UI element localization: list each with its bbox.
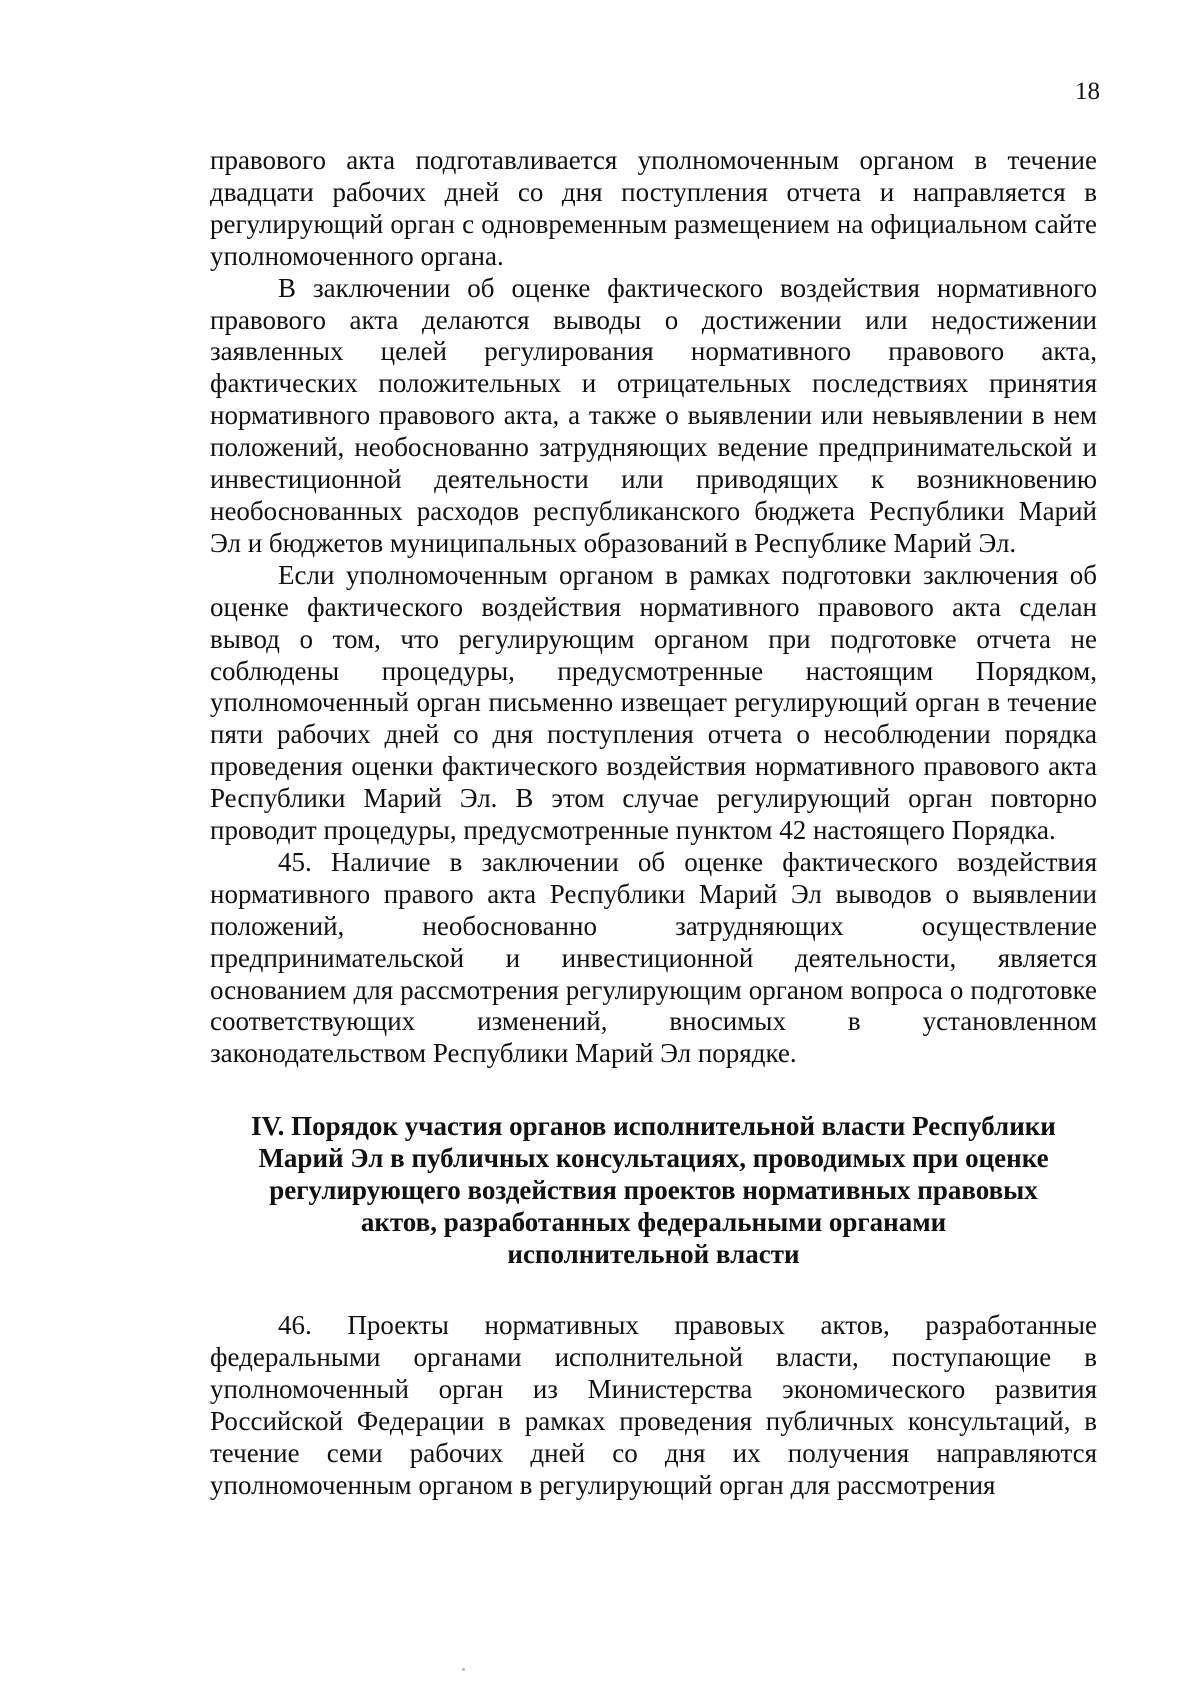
scan-artifact [462, 1668, 465, 1671]
paragraph-procedure-violation: Если уполномоченным органом в рамках подготовки заключения об оценке фактического воздействия нормативного правового акта сделан вывод о том, что регулирующим органом при подготовке отчета не соблюдены процедуры, предусмотренные настоящим Порядком, уполномоченный орган письменно извещает регулирующий орган в течение пяти рабочих дней со дня поступления отчета о несоблюдении порядка проведения оценки фактического воздействия нормативного правового акта Республики Марий Эл. В этом случае регулирующий орган повторно проводит процедуры, предусмотренные пунктом 42 настоящего Порядка. [210, 559, 1097, 846]
paragraph-continuation: правового акта подготавливается уполномоченным органом в течение двадцати рабочих дней со дня поступления отчета и направляется в регулирующий орган с одновременным размещением на официальном сайте уполномоченного органа. [210, 145, 1097, 271]
section-heading-line: регулирующего воздействия проектов нормативных правовых [269, 1175, 1038, 1206]
paragraph-conclusion-findings: В заключении об оценке фактического воздействия нормативного правового акта делаются выводы о достижении или недостижении заявленных целей регулирования нормативного правового акта, фактических положительных и отрицательных последствиях принятия нормативного правового акта, а также о выявлении или невыявлении в нем положений, необоснованно затрудняющих ведение предпринимательской и инвестиционной деятельности или приводящих к возникновению необоснованных расходов республиканского бюджета Республики Марий Эл и бюджетов муниципальных образований в Республике Марий Эл. [210, 272, 1097, 558]
section-heading-line: IV. Порядок участия органов исполнительной власти Республики [251, 1111, 1056, 1142]
section-heading-line: актов, разработанных федеральными органами [360, 1207, 947, 1238]
paragraph-item-45: 45. Наличие в заключении об оценке фактического воздействия нормативного правого акта Республики Марий Эл выводов о выявлении положений, необоснованно затрудняющих осуществление предпринимательской и инвестиционной деятельности, является основанием для рассмотрения регулирующим органом вопроса о подготовке соответствующих изменений, вносимых в установленном законодательством Республики Марий Эл порядке. [210, 846, 1097, 1069]
section-heading-iv [210, 1110, 1097, 1270]
section-heading-line: Марий Эл в публичных консультациях, проводимых при оценке [258, 1143, 1049, 1174]
page-number: 18 [1075, 78, 1100, 105]
paragraph-item-46: 46. Проекты нормативных правовых актов, разработанные федеральными органами исполнительной власти, поступающие в уполномоченный орган из Министерства экономического развития Российской Федерации в рамках проведения публичных консультаций, в течение семи рабочих дней со дня их получения направляются уполномоченным органом в регулирующий орган для рассмотрения [210, 1310, 1097, 1500]
section-heading-line: исполнительной власти [507, 1239, 800, 1270]
document-body [210, 145, 1097, 1502]
